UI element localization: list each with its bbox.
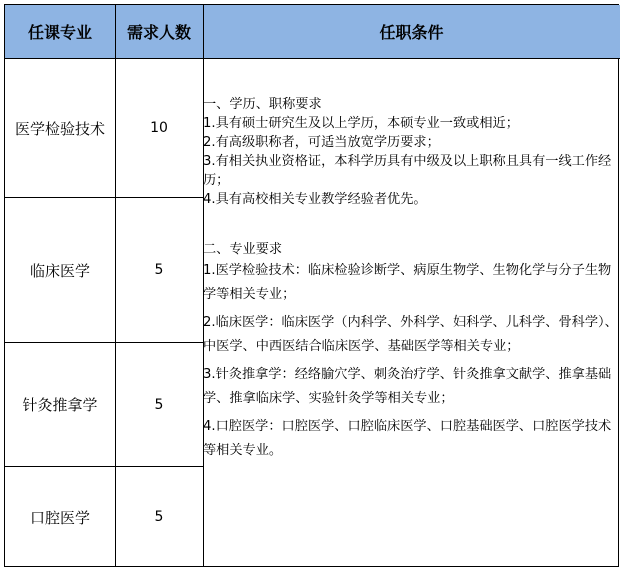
row-major: 临床医学 bbox=[29, 261, 90, 280]
row-major: 口腔医学 bbox=[29, 508, 90, 527]
row-count: 5 bbox=[154, 262, 164, 278]
requirement-item: 1.具有硕士研究生及以上学历，本硕专业一致或相近； bbox=[203, 116, 519, 131]
row-count: 5 bbox=[154, 396, 164, 413]
header-count: 需求人数 bbox=[115, 5, 203, 59]
section-title: 二、专业要求 bbox=[203, 242, 283, 257]
requirement-item: 4.具有高校相关专业教学经验者优先。 bbox=[203, 192, 427, 207]
requirement-item: 1.医学检验技术：临床检验诊断学、病原生物学、生物化学与分子生物学等相关专业； bbox=[203, 263, 612, 302]
row-count: 5 bbox=[154, 509, 164, 525]
requirement-item: 2.有高级职称者，可适当放宽学历要求； bbox=[203, 135, 440, 150]
requirement-item: 3.针灸推拿学：经络腧穴学、刺灸治疗学、针灸推拿文献学、推拿基础学、推拿临床学、实验针灸学等相关专业； bbox=[203, 367, 612, 406]
requirement-item: 4.口腔医学：口腔医学、口腔临床医学、口腔基础医学、口腔医学技术等相关专业。 bbox=[203, 419, 612, 458]
section-title: 一、学历、职称要求 bbox=[203, 97, 322, 112]
requirements-cell bbox=[203, 95, 621, 463]
row-count: 10 bbox=[150, 120, 168, 136]
requirement-item: 2.临床医学：临床医学（内科学、外科学、妇科学、儿科学、骨科学）、中医学、中西医结合临床医学、基础医学等相关专业； bbox=[203, 315, 618, 354]
recruitment-table bbox=[4, 4, 619, 567]
header-requirements: 任职条件 bbox=[203, 5, 620, 59]
requirement-item: 3.有相关执业资格证，本科学历具有中级及以上职称且具有一线工作经历； bbox=[203, 154, 612, 188]
row-major: 针灸推拿学 bbox=[22, 396, 98, 414]
row-major: 医学检验技术 bbox=[14, 119, 105, 138]
header-major: 任课专业 bbox=[5, 5, 115, 59]
